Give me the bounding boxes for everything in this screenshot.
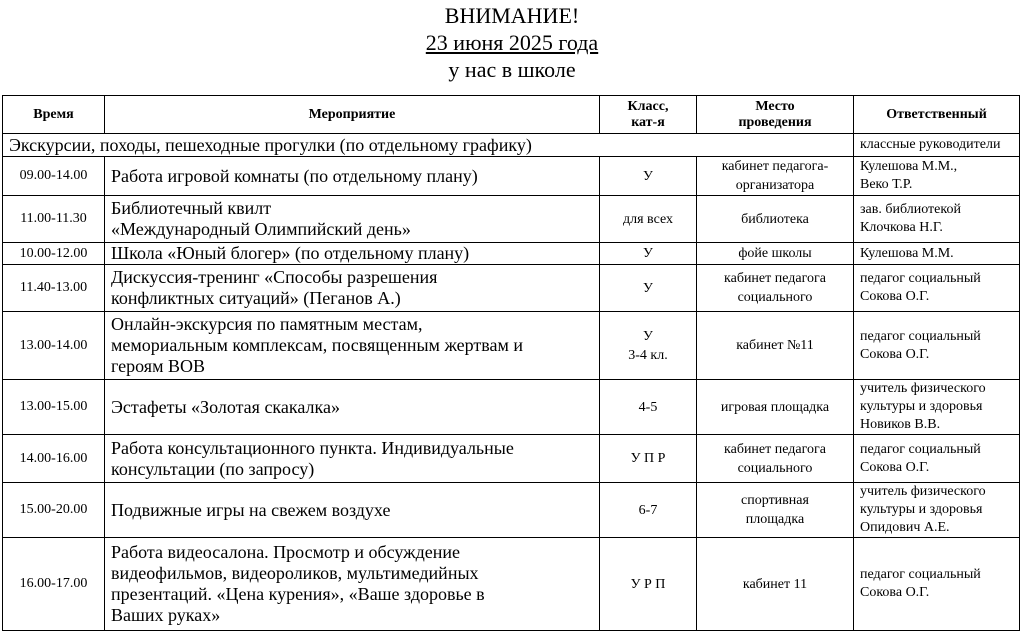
event-line: Работа видеосалона. Просмотр и обсуждение: [111, 542, 461, 562]
class-line: для всех: [623, 211, 673, 227]
place-cell: [697, 265, 854, 312]
time-cell: 16.00-17.00: [3, 538, 105, 631]
event-line: Онлайн-экскурсия по памятным местам,: [111, 314, 423, 334]
event-line: конфликтных ситуаций» (Пеганов А.): [111, 288, 401, 308]
responsible-cell: [854, 265, 1020, 312]
table-row: [3, 483, 1020, 538]
place-line: социального: [737, 290, 813, 305]
place-line: кабинет педагога: [724, 441, 826, 457]
responsible-cell: [854, 483, 1020, 538]
responsible-line: культуры и здоровья: [860, 399, 983, 414]
class-line: 3-4 кл.: [628, 347, 668, 363]
event-line: героям ВОВ: [111, 356, 205, 376]
responsible-cell: [854, 196, 1020, 243]
event-line: Школа «Юный блогер» (по отдельному плану): [111, 243, 470, 263]
responsible-cell: [854, 243, 1020, 265]
responsible-line: Кулешова М.М.,: [860, 159, 958, 174]
class-line: У Р П: [630, 576, 666, 592]
responsible-line: Кулешова М.М.: [860, 245, 954, 261]
column-header-class-line1: Класс,: [627, 98, 669, 114]
time-cell: 15.00-20.00: [3, 483, 105, 538]
responsible-line: педагог социальный: [860, 328, 981, 344]
responsible-cell: [854, 312, 1020, 380]
class-cell: [600, 157, 697, 196]
class-cell: [600, 380, 697, 435]
responsible-cell: [854, 380, 1020, 435]
responsible-line: педагог социальный: [860, 441, 981, 457]
class-cell: [600, 435, 697, 483]
class-cell: [600, 483, 697, 538]
time-cell: 10.00-12.00: [3, 243, 105, 265]
responsible-line: педагог социальный: [860, 271, 981, 286]
location-subtitle: у нас в школе: [448, 57, 576, 82]
event-cell: [105, 483, 600, 538]
place-line: площадка: [745, 512, 805, 527]
time-cell: 14.00-16.00: [3, 435, 105, 483]
event-cell: [105, 243, 600, 265]
place-line: кабинет 11: [742, 576, 808, 592]
event-cell: [105, 265, 600, 312]
event-cell: [105, 312, 600, 380]
class-cell: [600, 243, 697, 265]
event-cell: [105, 196, 600, 243]
event-line: презентаций. «Цена курения», «Ваше здоровье в: [111, 584, 485, 604]
event-line: Работа консультационного пункта. Индивидуальные: [111, 437, 514, 458]
event-cell: [105, 157, 600, 196]
excursions-event: Экскурсии, походы, пешеходные прогулки (по отдельному графику): [3, 134, 854, 157]
place-cell: [697, 312, 854, 380]
page-header: [0, 0, 1024, 87]
place-cell: [697, 243, 854, 265]
class-line: У: [643, 280, 653, 296]
responsible-cell: [854, 157, 1020, 196]
responsible-cell: [854, 538, 1020, 631]
column-header-place: [697, 96, 854, 134]
responsible-line: Сокова О.Г.: [860, 289, 930, 304]
place-line: социального: [737, 460, 813, 476]
responsible-line: Клочкова Н.Г.: [860, 220, 943, 235]
responsible-line: зав. библиотекой: [860, 202, 961, 217]
excursions-responsible: классные руководители: [854, 134, 1020, 157]
column-header-class-line2: кат-я: [631, 114, 665, 130]
responsible-line: педагог социальный: [860, 567, 981, 582]
place-cell: [697, 157, 854, 196]
place-line: кабинет №11: [736, 338, 814, 353]
column-header-class: [600, 96, 697, 134]
event-line: Подвижные игры на свежем воздухе: [111, 499, 391, 520]
responsible-line: Сокова О.Г.: [860, 459, 930, 475]
event-line: Эстафеты «Золотая скакалка»: [111, 396, 340, 417]
responsible-line: Сокова О.Г.: [860, 346, 930, 362]
class-line: У: [643, 168, 653, 184]
place-cell: [697, 196, 854, 243]
place-cell: [697, 380, 854, 435]
class-line: 4-5: [638, 399, 658, 415]
responsible-line: Сокова О.Г.: [860, 585, 930, 600]
class-cell: [600, 196, 697, 243]
column-header-time: Время: [3, 96, 105, 134]
place-cell: [697, 435, 854, 483]
time-cell: 13.00-15.00: [3, 380, 105, 435]
event-cell: [105, 435, 600, 483]
place-line: спортивная: [741, 493, 809, 508]
event-cell: [105, 380, 600, 435]
table-row: [3, 265, 1020, 312]
place-line: библиотека: [741, 211, 809, 227]
table-row: [3, 435, 1020, 483]
place-line: кабинет педагога: [724, 271, 826, 286]
class-cell: [600, 265, 697, 312]
class-line: 6-7: [638, 502, 658, 518]
responsible-line: Опидович А.Е.: [860, 520, 950, 535]
excursions-row: [3, 134, 1020, 157]
column-header-place-line2: проведения: [738, 114, 812, 130]
place-cell: [697, 483, 854, 538]
event-line: Ваших руках»: [111, 605, 221, 625]
table-row: [3, 243, 1020, 265]
responsible-line: культуры и здоровья: [860, 502, 983, 517]
event-cell: [105, 538, 600, 631]
class-cell: [600, 538, 697, 631]
schedule-table: [2, 95, 1020, 631]
responsible-cell: [854, 435, 1020, 483]
time-cell: 09.00-14.00: [3, 157, 105, 196]
column-header-event: Мероприятие: [105, 96, 600, 134]
attention-title: ВНИМАНИЕ!: [444, 3, 580, 28]
event-line: Работа игровой комнаты (по отдельному плану): [111, 165, 478, 186]
place-line: кабинет педагога-: [721, 159, 829, 174]
responsible-line: Веко Т.Р.: [860, 177, 913, 192]
column-header-place-line1: Место: [755, 98, 795, 114]
place-line: игровая площадка: [720, 399, 830, 415]
place-line: организатора: [735, 178, 815, 193]
table-row: [3, 196, 1020, 243]
place-cell: [697, 538, 854, 631]
event-line: видеофильмов, видеороликов, мультимедийных: [111, 563, 479, 583]
responsible-line: учитель физического: [860, 484, 986, 499]
table-row: [3, 312, 1020, 380]
table-header-row: [3, 96, 1020, 134]
responsible-line: учитель физического: [860, 381, 986, 396]
class-line: У: [643, 246, 653, 261]
responsible-line: Новиков В.В.: [860, 417, 941, 432]
time-cell: 13.00-14.00: [3, 312, 105, 380]
place-line: фойе школы: [738, 246, 812, 261]
event-line: мемориальным комплексам, посвященным жертвам и: [111, 335, 524, 355]
table-row: [3, 380, 1020, 435]
time-cell: 11.00-11.30: [3, 196, 105, 243]
class-line: У П Р: [630, 451, 666, 466]
table-row: [3, 157, 1020, 196]
event-line: Дискуссия-тренинг «Способы разрешения: [111, 267, 438, 287]
table-row: [3, 538, 1020, 631]
class-cell: [600, 312, 697, 380]
column-header-responsible: Ответственный: [854, 96, 1020, 134]
event-line: Библиотечный квилт: [111, 198, 272, 218]
event-line: «Международный Олимпийский день»: [111, 219, 411, 239]
class-line: У: [643, 328, 653, 344]
event-date: 23 июня 2025 года: [425, 30, 599, 55]
event-line: консультации (по запросу): [111, 458, 315, 479]
time-cell: 11.40-13.00: [3, 265, 105, 312]
